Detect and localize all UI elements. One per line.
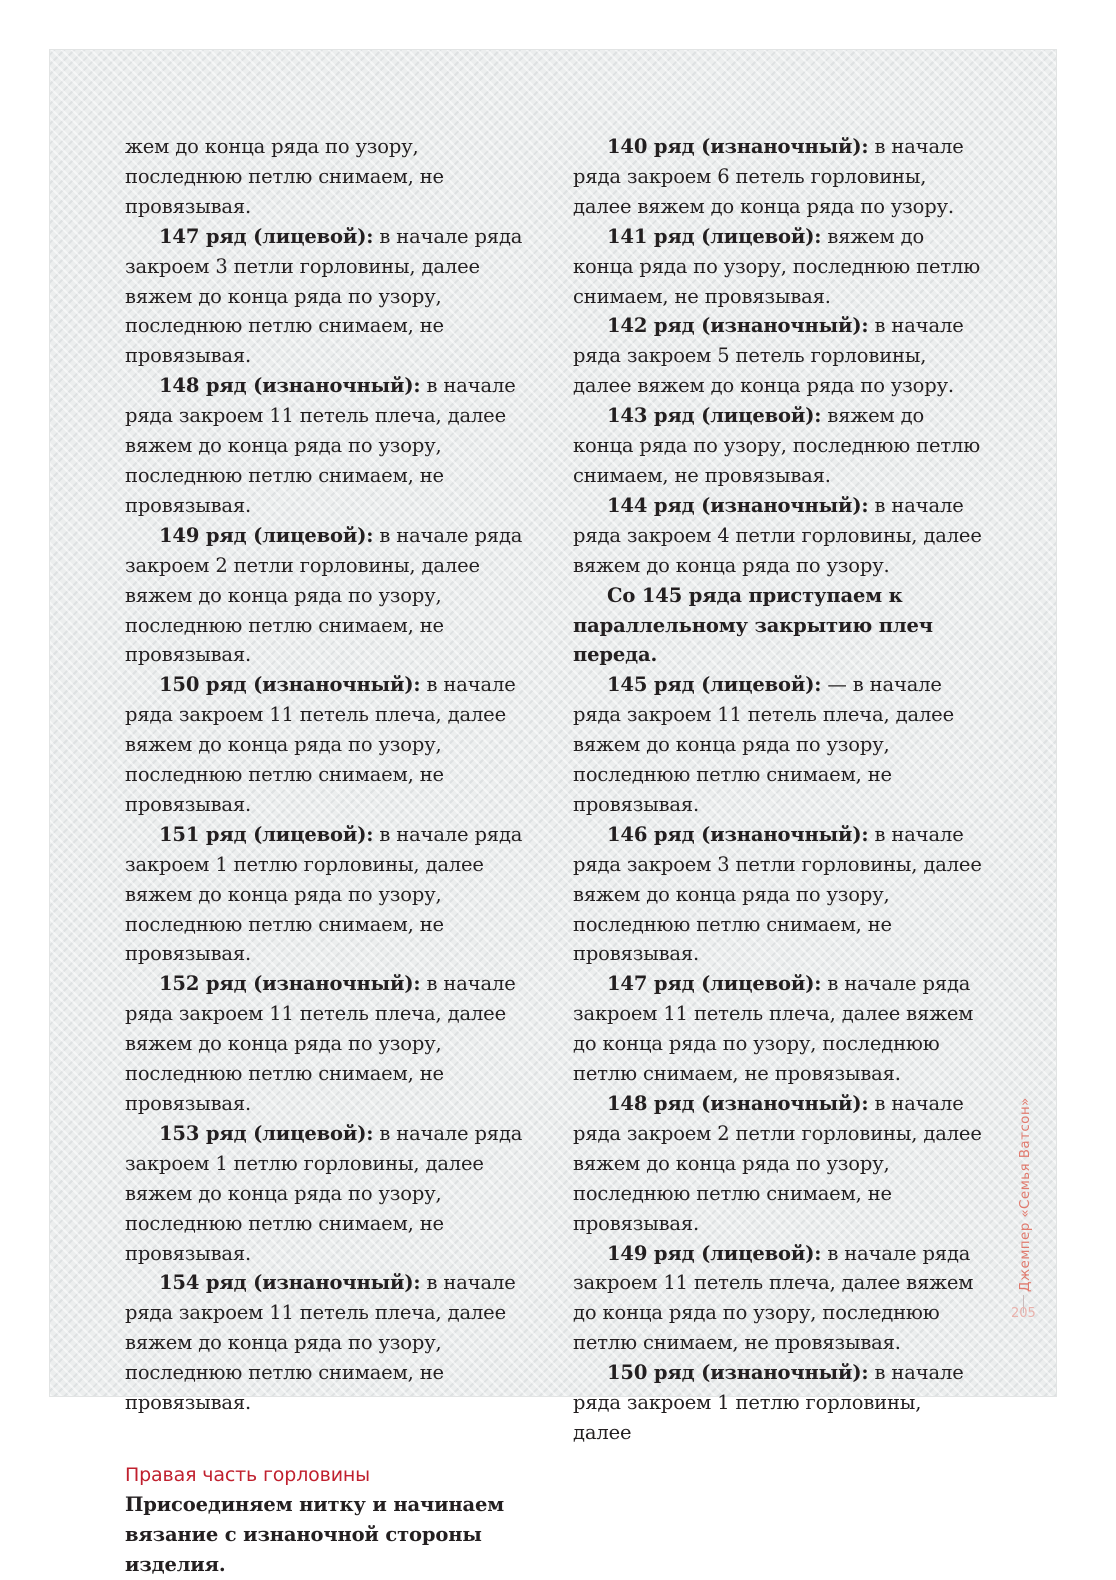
row-text: в начале ряда закроем 2 петли горловины, далее вяжем до конца ряда по узору, последнюю петлю снимаем, не провязывая. [573, 1092, 982, 1235]
row-label: 149 ряд (лицевой): [607, 1241, 822, 1265]
row-label: 151 ряд (лицевой): [159, 822, 374, 846]
right-column [573, 132, 985, 1448]
row-instruction [573, 1239, 985, 1359]
row-instruction [573, 820, 985, 970]
row-instruction [573, 1089, 985, 1239]
row-instruction [573, 222, 985, 312]
running-head: Джемпер «Семья Ватсон» [1017, 1097, 1033, 1292]
row-label: 143 ряд (лицевой): [607, 404, 822, 428]
row-text: в начале ряда закроем 11 петель плеча, далее вяжем до конца ряда по узору, последнюю петлю снимаем, не провязывая. [125, 972, 516, 1115]
row-text: в начале ряда закроем 11 петель плеча, далее вяжем до конца ряда по узору, последнюю петлю снимаем, не провязывая. [125, 374, 516, 517]
row-label: 152 ряд (изнаночный): [159, 972, 421, 996]
row-instruction [125, 670, 533, 820]
row-instruction [125, 371, 533, 521]
page-number: 205 [1011, 1306, 1036, 1321]
row-text: в начале ряда закроем 1 петлю горловины, далее вяжем до конца ряда по узору, последнюю петлю снимаем, не провязывая. [125, 1121, 523, 1265]
row-instruction [573, 311, 985, 401]
row-text: в начале ряда закроем 6 петель горловины, далее вяжем до конца ряда по узору. [573, 135, 964, 218]
row-text: в начале ряда закроем 1 петлю горловины, далее [573, 1361, 964, 1444]
bold-note: Со 145 ряда приступаем к параллельному закрытию плеч переда. [573, 583, 933, 667]
row-label: 148 ряд (изнаночный): [159, 374, 421, 398]
row-text: вяжем до конца ряда по узору, последнюю петлю снимаем, не провязывая. [573, 224, 981, 308]
row-instruction [573, 969, 985, 1089]
row-instruction [125, 521, 533, 671]
paragraph [125, 132, 533, 222]
row-label: 140 ряд (изнаночный): [607, 135, 869, 158]
row-instruction [573, 132, 985, 222]
row-label: 145 ряд (лицевой): [607, 673, 822, 697]
row-label: 141 ряд (лицевой): [607, 224, 822, 248]
row-instruction [573, 401, 985, 491]
section-intro: Присоединяем нитку и начинаем вязание с изнаночной стороны изделия. [125, 1492, 505, 1576]
row-label: 144 ряд (изнаночный): [607, 493, 869, 517]
row-text: в начале ряда закроем 11 петель плеча, далее вяжем до конца ряда по узору, последнюю петлю снимаем, не провязывая. [125, 673, 516, 816]
row-text: вяжем до конца ряда по узору, последнюю петлю снимаем, не провязывая. [573, 404, 981, 487]
row-text: в начале ряда закроем 4 петли горловины, далее вяжем до конца ряда по узору. [573, 493, 982, 577]
row-instruction [125, 969, 533, 1119]
row-label: 153 ряд (лицевой): [159, 1121, 374, 1145]
row-label: 146 ряд (изнаночный): [607, 822, 869, 846]
row-text: в начале ряда закроем 11 петель плеча, далее вяжем до конца ряда по узору, последнюю петлю снимаем, не провязывая. [573, 972, 974, 1086]
row-instruction [125, 820, 533, 970]
row-instruction [125, 1268, 533, 1418]
row-instruction [573, 491, 985, 581]
paragraph-text: жем до конца ряда по узору, последнюю петлю снимаем, не провязывая. [125, 135, 444, 218]
row-instruction [573, 670, 985, 820]
row-text: в начале ряда закроем 5 петель горловины, далее вяжем до конца ряда по узору. [573, 314, 964, 398]
row-text: в начале ряда закроем 2 петли горловины, далее вяжем до конца ряда по узору, последнюю петлю снимаем, не провязывая. [125, 523, 523, 667]
left-column [125, 132, 533, 1580]
row-label: 147 ряд (лицевой): [607, 972, 822, 996]
row-text: в начале ряда закроем 11 петель плеча, далее вяжем до конца ряда по узору, последнюю петлю снимаем, не провязывая. [573, 1241, 974, 1355]
row-instruction [573, 1358, 985, 1448]
row-instruction [125, 1119, 533, 1269]
row-instruction [125, 222, 533, 372]
row-label: 142 ряд (изнаночный): [607, 314, 869, 338]
row-text: в начале ряда закроем 11 петель плеча, далее вяжем до конца ряда по узору, последнюю петлю снимаем, не провязывая. [125, 1271, 516, 1415]
row-label: 147 ряд (лицевой): [159, 224, 374, 248]
section-heading: Правая часть горловины [125, 1463, 371, 1486]
row-text: в начале ряда закроем 1 петлю горловины, далее вяжем до конца ряда по узору, последнюю петлю снимаем, не провязывая. [125, 822, 523, 966]
row-label: 150 ряд (изнаночный): [159, 673, 421, 697]
row-label: 149 ряд (лицевой): [159, 523, 374, 547]
row-label: 154 ряд (изнаночный): [159, 1271, 421, 1295]
row-text: в начале ряда закроем 3 петли горловины, далее вяжем до конца ряда по узору, последнюю петлю снимаем, не провязывая. [125, 224, 523, 368]
row-text: в начале ряда закроем 3 петли горловины, далее вяжем до конца ряда по узору, последнюю петлю снимаем, не провязывая. [573, 822, 982, 966]
row-label: 150 ряд (изнаночный): [607, 1361, 869, 1385]
row-label: 148 ряд (изнаночный): [607, 1092, 869, 1115]
row-text: — в начале ряда закроем 11 петель плеча, далее вяжем до конца ряда по узору, последнюю петлю снимаем, не провязывая. [573, 673, 954, 816]
